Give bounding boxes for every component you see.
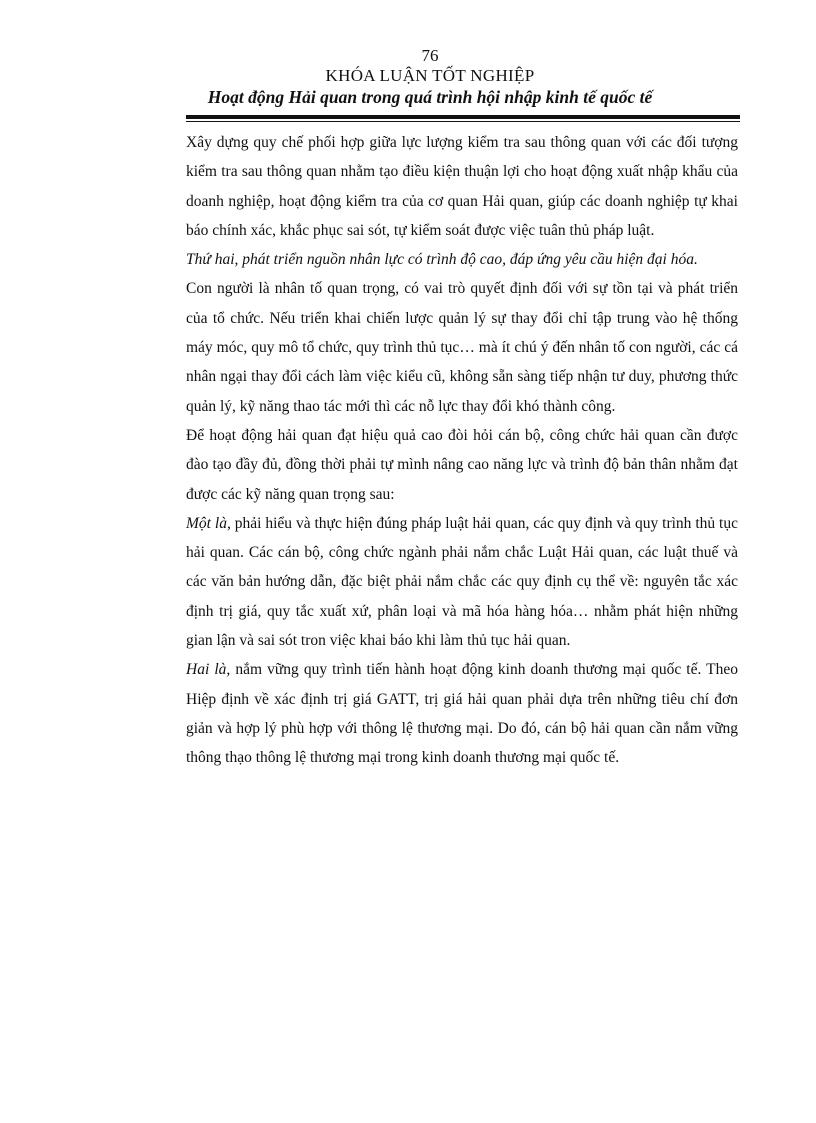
thesis-label: KHÓA LUẬN TỐT NGHIỆP xyxy=(325,66,535,85)
paragraph-4-lead: Một là, xyxy=(186,514,231,532)
paragraph-2-text: Con người là nhân tố quan trọng, có vai trò quyết định đối với sự tồn tại và phát triển của tổ chức. Nếu triển khai chiến lược quản lý sự thay đổi chỉ tập trung vào hệ thống máy móc, quy mô tổ chức, quy trình thủ tục… mà ít chú ý đến nhân tố con người, các cá nhân ngại thay đổi cách làm việc kiểu cũ, không sẵn sàng tiếp nhận tư duy, phương thức quản lý, kỹ năng thao tác mới thì các nỗ lực thay đổi khó thành công. xyxy=(186,280,738,415)
paragraph-2 xyxy=(186,274,738,420)
section-heading xyxy=(186,245,738,274)
page-header xyxy=(0,46,816,108)
paragraph-4-text: phải hiểu và thực hiện đúng pháp luật hải quan, các quy định và quy trình thủ tục hải quan. Các cán bộ, công chức ngành phải nắm chắc Luật Hải quan, các luật thuế và các văn bản hướng dẫn, đặc biệt phải nắm chắc các quy định cụ thể về: nguyên tắc xác định trị giá, quy tắc xuất xứ, phân loại và mã hóa hàng hóa… nhằm phát hiện những gian lận và sai sót tron việc khai báo khi làm thủ tục hải quan. xyxy=(186,514,738,650)
paragraph-4 xyxy=(186,509,738,655)
header-rule-thin xyxy=(186,121,740,122)
document-body xyxy=(186,128,738,773)
paragraph-5 xyxy=(186,655,738,772)
thesis-title: Hoạt động Hải quan trong quá trình hội nhập kinh tế quốc tế xyxy=(207,87,653,107)
section-heading-text: Thứ hai, phát triển nguồn nhân lực có trình độ cao, đáp ứng yêu cầu hiện đại hóa. xyxy=(186,251,698,269)
paragraph-1 xyxy=(186,128,738,245)
paragraph-5-lead: Hai là, xyxy=(186,661,231,679)
paragraph-3-text: Để hoạt động hải quan đạt hiệu quả cao đòi hỏi cán bộ, công chức hải quan cần được đào tạo đầy đủ, đồng thời phải tự mình nâng cao năng lực và trình độ bản thân nhằm đạt được các kỹ năng quan trọng sau: xyxy=(186,426,738,503)
paragraph-3 xyxy=(186,421,738,509)
paragraph-1-text: Xây dựng quy chế phối hợp giữa lực lượng kiểm tra sau thông quan với các đối tượng kiểm tra sau thông quan nhằm tạo điều kiện thuận lợi cho hoạt động xuất nhập khẩu của doanh nghiệp, hoạt động kiểm tra của cơ quan Hải quan, giúp các doanh nghiệp tự khai báo chính xác, khắc phục sai sót, tự kiểm soát được việc tuân thủ pháp luật. xyxy=(186,134,738,239)
paragraph-5-text: nắm vững quy trình tiến hành hoạt động kinh doanh thương mại quốc tế. Theo Hiệp định về xác định trị giá GATT, trị giá hải quan phải dựa trên những tiêu chí đơn giản và hợp lý phù hợp với thông lệ thương mại. Do đó, cán bộ hải quan cần nắm vững thông thạo thông lệ thương mại trong kinh doanh thương mại quốc tế. xyxy=(186,661,738,767)
header-rule-thick xyxy=(186,115,740,119)
page-number: 76 xyxy=(421,46,439,65)
